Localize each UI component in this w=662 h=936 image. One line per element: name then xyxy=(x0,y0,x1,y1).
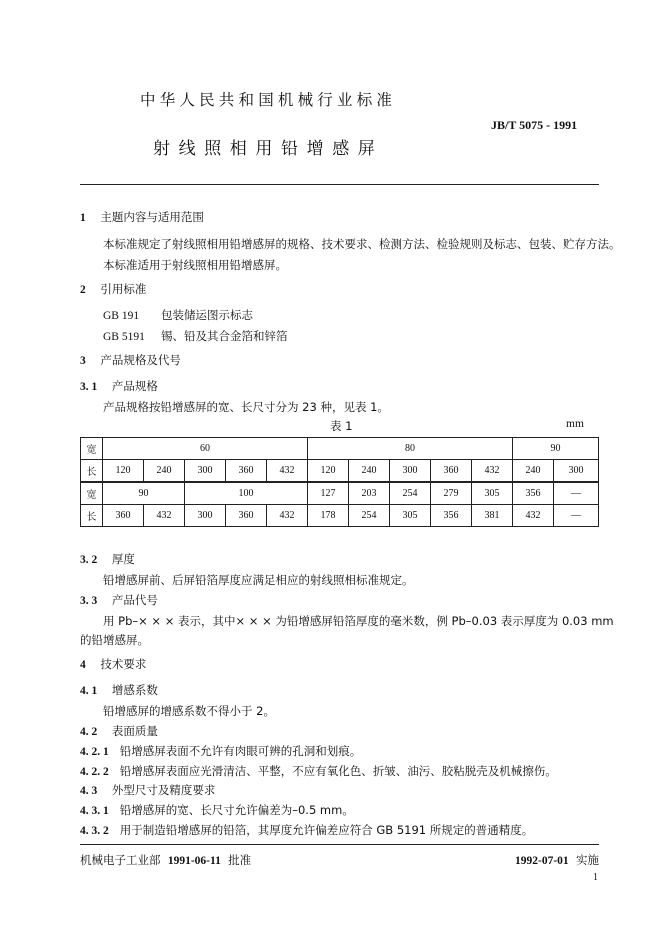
table-cell: 432 xyxy=(144,505,185,527)
table-cell: 90 xyxy=(513,438,599,460)
effective-date: 1992-07-01 xyxy=(515,855,569,867)
section-number: 4 xyxy=(80,659,86,671)
section-title: 厚度 xyxy=(111,552,135,566)
reference-item xyxy=(103,328,288,344)
section-title: 产品规格及代号 xyxy=(100,353,181,367)
table-cell: 356 xyxy=(431,505,472,527)
section-number: 4. 3. 1 xyxy=(80,805,109,817)
table-caption: 表 1 xyxy=(330,419,353,433)
table-cell: 360 xyxy=(103,505,144,527)
header-divider xyxy=(80,184,599,185)
table-cell: 240 xyxy=(144,460,185,483)
table-cell: 381 xyxy=(472,505,513,527)
table-cell: 127 xyxy=(308,482,349,505)
section-3-1-heading xyxy=(80,378,158,394)
table-cell: 178 xyxy=(308,505,349,527)
table-cell: 100 xyxy=(185,482,308,505)
table-cell: 60 xyxy=(103,438,308,460)
approve-label: 批准 xyxy=(228,853,252,867)
table-cell: 300 xyxy=(554,460,599,483)
table-cell: 254 xyxy=(349,505,390,527)
row-label: 宽 xyxy=(81,482,103,505)
section-number: 4. 2 xyxy=(80,726,98,738)
section-number: 4. 2. 1 xyxy=(80,746,109,758)
table-cell: 254 xyxy=(390,482,431,505)
section-title: 表面质量 xyxy=(111,724,158,738)
size-spec-table xyxy=(80,437,599,527)
table-row-lengths xyxy=(81,505,599,527)
table-cell: 300 xyxy=(185,505,226,527)
table-cell: — xyxy=(554,505,599,527)
section-number: 3. 1 xyxy=(80,381,98,393)
approve-date: 1991-06-11 xyxy=(167,855,221,867)
table-cell: 300 xyxy=(390,460,431,483)
section-title: 产品规格 xyxy=(111,379,158,393)
section-1-paragraph-2: 本标准适用于射线照相用铅增感屏。 xyxy=(103,258,287,272)
section-3-3-heading xyxy=(80,592,158,608)
table-cell: 80 xyxy=(308,438,513,460)
section-title: 技术要求 xyxy=(100,657,147,671)
table-row-widths xyxy=(81,438,599,460)
section-1-paragraph-1: 本标准规定了射线照相用铅增感屏的规格、技术要求、检测方法、检验规则及标志、包装、贮存方法。 xyxy=(103,237,621,251)
section-number: 4. 3 xyxy=(80,785,98,797)
table-cell: 305 xyxy=(472,482,513,505)
section-4-heading xyxy=(80,656,146,672)
section-number: 3 xyxy=(80,355,86,367)
table-cell: 360 xyxy=(226,505,267,527)
table-cell: 300 xyxy=(185,460,226,483)
issuing-organization: 中华人民共和国机械行业标准 xyxy=(140,91,397,109)
table-cell: 432 xyxy=(267,505,308,527)
section-3-heading xyxy=(80,352,181,368)
clause-4-2-1 xyxy=(80,743,361,759)
table-cell: 203 xyxy=(349,482,390,505)
section-number: 2 xyxy=(80,284,86,296)
section-number: 3. 3 xyxy=(80,595,98,607)
effective-line xyxy=(515,852,599,868)
clause-text: 铅增感屏的宽、长尺寸允许偏差为–0.5 mm。 xyxy=(119,803,354,817)
clause-text: 用于制造铅增感屏的铅箔，其厚度允许偏差应符合 GB 5191 所规定的普通精度。 xyxy=(119,823,534,837)
table-cell: 120 xyxy=(308,460,349,483)
clause-text: 铅增感屏表面不允许有肉眼可辨的孔洞和划痕。 xyxy=(119,744,362,758)
section-4-1-paragraph: 铅增感屏的增感系数不得小于 2。 xyxy=(103,704,275,718)
table-cell: 356 xyxy=(513,482,554,505)
section-3-3-paragraph: 用 Pb–× × × 表示，其中× × × 为铅增感屏铅箔厚度的毫米数，例 Pb–0.03 表示厚度为 0.03 mm xyxy=(103,614,614,628)
section-title: 产品代号 xyxy=(111,593,158,607)
clause-text: 铅增感屏表面应光滑清洁、平整，不应有氧化色、折皱、油污、胶粘脱壳及机械擦伤。 xyxy=(119,764,557,778)
table-unit: mm xyxy=(566,418,584,430)
section-title: 引用标准 xyxy=(100,282,147,296)
section-3-2-heading xyxy=(80,551,135,567)
section-title: 主题内容与适用范围 xyxy=(100,210,204,224)
effective-label: 实施 xyxy=(576,853,599,867)
section-2-heading xyxy=(80,281,146,297)
table-cell: 432 xyxy=(472,460,513,483)
table-cell: 90 xyxy=(103,482,185,505)
standard-code: JB/T 5075 - 1991 xyxy=(491,118,578,132)
section-3-1-paragraph: 产品规格按铅增感屏的宽、长尺寸分为 23 种，见表 1。 xyxy=(103,400,389,414)
document-title: 射线照相用铅增感屏 xyxy=(153,139,384,159)
reference-code: GB 5191 xyxy=(103,331,145,343)
table-cell: 240 xyxy=(349,460,390,483)
table-cell: 279 xyxy=(431,482,472,505)
section-4-2-heading xyxy=(80,723,158,739)
section-3-2-paragraph: 铅增感屏前、后屏铅箔厚度应满足相应的射线照相标准规定。 xyxy=(103,573,414,587)
table-cell: 120 xyxy=(103,460,144,483)
section-number: 3. 2 xyxy=(80,554,98,566)
approval-line xyxy=(80,852,251,868)
clause-4-2-2 xyxy=(80,763,557,779)
reference-name: 锡、铅及其合金箔和锌箔 xyxy=(161,329,288,343)
section-number: 4. 2. 2 xyxy=(80,766,109,778)
table-cell: 305 xyxy=(390,505,431,527)
section-title: 增感系数 xyxy=(111,683,158,697)
section-3-3-paragraph-cont: 的铅增感屏。 xyxy=(80,633,149,647)
table-cell: 360 xyxy=(431,460,472,483)
reference-name: 包装储运图示标志 xyxy=(161,308,253,322)
table-cell: 360 xyxy=(226,460,267,483)
section-number: 1 xyxy=(80,212,86,224)
section-title: 外型尺寸及精度要求 xyxy=(111,783,216,797)
table-row-widths xyxy=(81,482,599,505)
section-4-1-heading xyxy=(80,682,158,698)
table-cell: — xyxy=(554,482,599,505)
section-4-3-heading xyxy=(80,782,215,798)
footer-divider xyxy=(80,844,599,845)
approver: 机械电子工业部 xyxy=(80,853,161,867)
page-number: 1 xyxy=(593,872,598,883)
section-1-heading xyxy=(80,209,204,225)
row-label: 宽 xyxy=(81,438,103,460)
table-row-lengths xyxy=(81,460,599,483)
table-cell: 432 xyxy=(267,460,308,483)
reference-code: GB 191 xyxy=(103,310,140,322)
section-number: 4. 3. 2 xyxy=(80,825,109,837)
row-label: 长 xyxy=(81,505,103,527)
table-cell: 240 xyxy=(513,460,554,483)
reference-item xyxy=(103,307,253,323)
clause-4-3-2 xyxy=(80,822,533,838)
clause-4-3-1 xyxy=(80,802,354,818)
table-cell: 432 xyxy=(513,505,554,527)
section-number: 4. 1 xyxy=(80,685,98,697)
row-label: 长 xyxy=(81,460,103,483)
